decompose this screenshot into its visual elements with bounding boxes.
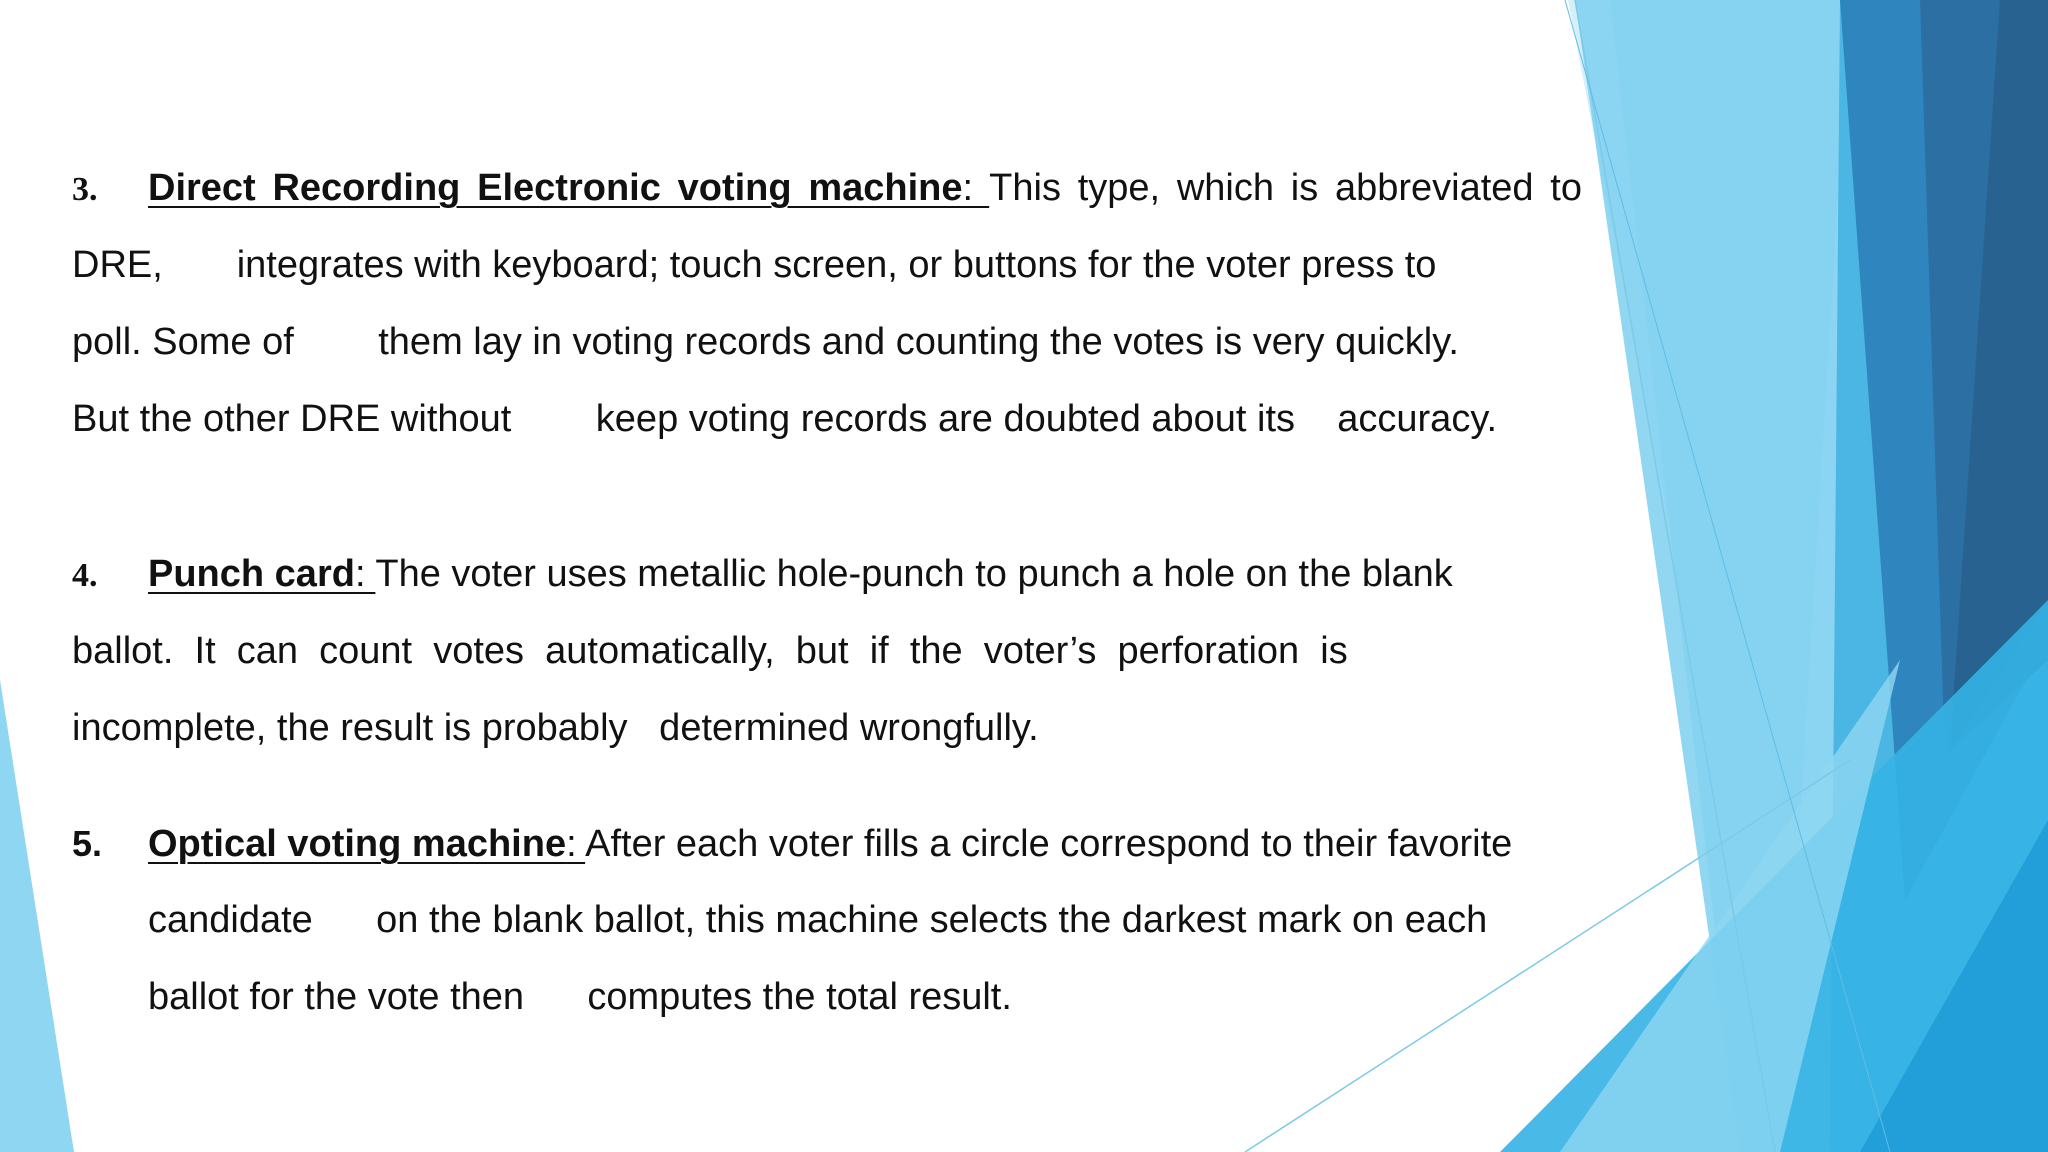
item-number: 5. [72, 823, 103, 864]
content-area [72, 150, 1582, 1036]
list-item-first-line [72, 150, 1582, 227]
list-item-first-line [72, 536, 1582, 613]
item-text-line: But the other DRE without keep voting records are doubted about its accuracy. [72, 398, 1498, 440]
item-term: Direct Recording Electronic voting machine [148, 167, 963, 209]
item-colon: : [566, 823, 586, 865]
item-colon: : [962, 167, 990, 209]
item-text: After each voter fills a circle correspond to their favorite [585, 823, 1513, 865]
list-item-dre [72, 150, 1582, 458]
item-term: Punch card [148, 553, 355, 595]
left-edge-triangle [0, 680, 74, 1152]
item-text: The voter uses metallic hole-punch to punch a hole on the blank [375, 553, 1453, 595]
item-text-line: ballot. It can count votes automatically, but if the voter’s perforation is [72, 630, 1348, 672]
item-text-line: candidate on the blank ballot, this machine selects the darkest mark on each [148, 899, 1488, 941]
item-text-line: ballot for the vote then computes the total result. [148, 976, 1012, 1018]
item-text-line: incomplete, the result is probably determined wrongfully. [72, 707, 1039, 749]
item-colon: : [354, 553, 376, 595]
item-text-line: poll. Some of them lay in voting records and counting the votes is very quickly. [72, 321, 1459, 363]
item-term: Optical voting machine [148, 823, 567, 865]
item-text-line: DRE, integrates with keyboard; touch screen, or buttons for the voter press to [72, 244, 1437, 286]
list-item-optical [72, 805, 1582, 1036]
list-item-first-line [72, 805, 1582, 882]
list-item-punch-card [72, 536, 1582, 767]
item-number: 3. [72, 171, 98, 208]
item-number: 4. [72, 557, 98, 594]
item-text: This type, which is abbreviated to [989, 167, 1583, 209]
